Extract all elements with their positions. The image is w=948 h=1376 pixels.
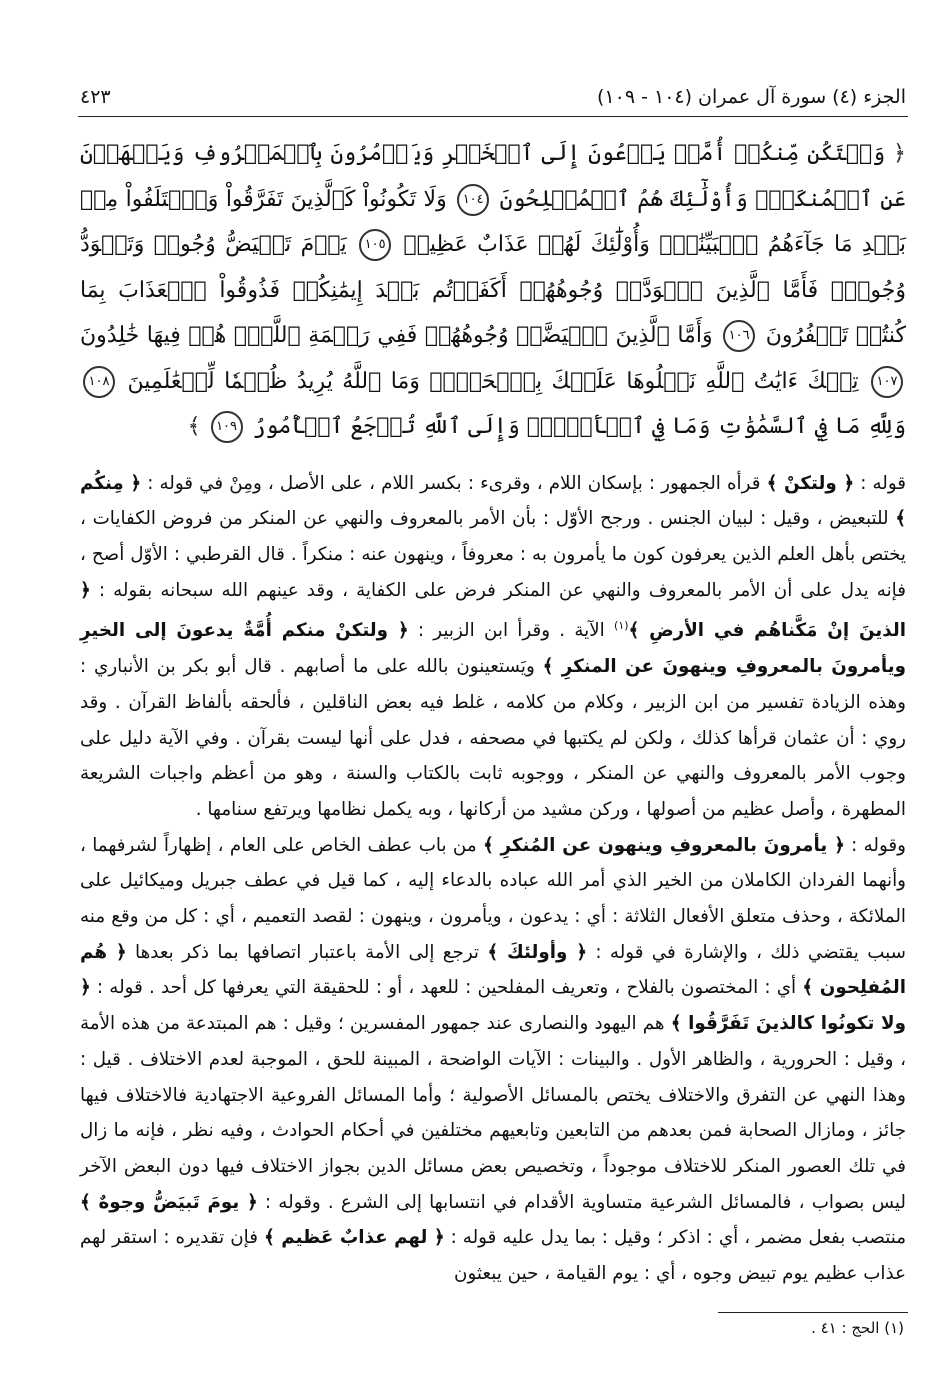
quoted-verse: ﴿ ولتكنْ ﴾ <box>766 472 855 494</box>
commentary-text: هم اليهود والنصارى عند جمهور المفسرين ؛ وقيل : هم المبتدعة من هذه الأمة ، وقيل : الحرورية ، والظاهر الأول . والبينات : الآيات الواضحة ، المبينة للحق ، الموجبة لعدم الاختلاف . قيل : وهذا النهي عن التفرق والاختلاف يختص بالمسائل الأصولية ؛ وأما المسائل الفروعية الاجتهادية فالاختلاف فيها جائز ، ومازال الصحابة فمن بعدهم من التابعين وتابعيهم مختلفين في أحكام الحوادث ، وفيه نظر ، فإنه ما زال في تلك العصور المنكر للاختلاف موجوداً ، وتخصيص بعض مسائل الدين بجواز الاختلاف فيها دون البعض الآخر ليس بصواب ، فالمسائل الشرعية متساوية الأقدام في انتسابها إلى الشرع . وقوله : <box>80 1013 906 1213</box>
verse-number-107: ١٠٧ <box>871 366 903 398</box>
verse-106: يَوۡمَ تَبۡيَضُّ وُجُوهٞ وَتَسۡوَدُّ وُجُوهٞۚ فَأَمَّا ٱلَّذِينَ ٱسۡوَدَّتۡ وُجُوهُهُمۡ أَكَفَرۡتُم بَعۡدَ إِيمَٰنِكُمۡ فَذُوقُواْ ٱلۡعَذَابَ بِمَا كُنتُمۡ تَكۡفُرُونَ <box>80 232 906 348</box>
commentary-text: ترجع إلى الأمة باعتبار اتصافها بما ذكر بعدها <box>135 941 479 963</box>
verse-number-108: ١٠٨ <box>83 366 115 398</box>
commentary-text: وقوله : <box>851 834 906 856</box>
commentary-text: أي : المختصون بالفلاح ، وتعريف المفلحين : للعهد ، أو : للحقيقة التي يعرفها كل أحد . قوله : <box>96 977 797 999</box>
quoted-verse: ﴿ ولا تكونُوا كالذينَ تَفَرَّقُوا ﴾ <box>80 977 907 1035</box>
verse-number-105: ١٠٥ <box>359 229 391 261</box>
commentary-paragraph <box>80 828 906 1292</box>
commentary-text: الآية . وقرأ ابن الزبير : <box>417 620 605 642</box>
commentary-text: ويَستعينون بالله على ما أصابهم . قال أبو بكر بن الأنباري : وهذه الزيادة تفسير من ابن الزبير ، وكلام من كلامه ، غلط فيه بعض الناقلين ، فألحقه بألفاظ القرآن . وقد روي : أن عثمان قرأها كذلك ، ولكن لم يكتبها في مصحفه ، فدل على أنها ليست بقرآن . وفي الآية دليل على وجوب الأمر بالمعروف والنهي عن المنكر ، ووجوبه ثابت بالكتاب والسنة ، وهو من أعظم واجبات الشريعة المطهرة ، وأصل عظيم من أصولها ، وركن مشيد من أركانها ، وبه يكمل نظامها ويرتفع سنامها . <box>80 656 906 820</box>
commentary-paragraph <box>80 466 906 828</box>
quoted-verse: ﴿ ولتكنْ منكم أُمَّةٌ يدعونَ إلى الخيرِ ويأمرونَ بالمعروفِ وينهونَ عن المنكرِ ﴾ <box>80 620 907 678</box>
verse-104: وَلۡتَكُن مِّنكُمۡ أُمَّةٞ يَدۡعُونَ إِلَى ٱلۡخَيۡرِ وَيَأۡمُرُونَ بِٱلۡمَعۡرُوفِ وَيَنۡهَوۡنَ عَنِ ٱلۡمُنكَرِۚ وَأُوْلَٰٓئِكَ هُمُ ٱلۡمُفۡلِحُونَ <box>80 141 906 212</box>
commentary-text: للتبعيض ، وقيل : لبيان الجنس . ورجح الأوّل : بأن الأمر بالمعروف والنهي عن المنكر من فروض الكفايات ، يختص بأهل العلم الذين يعرفون كون ما يأمرون به : معروفاً ، وينهون عنه : منكراً . قال القرطبي : الأوّل أصح ، فإنه يدل على أن الأمر بالمعروف والنهي عن المنكر فرض على الكفاية ، وقد عينهم الله سبحانه بقوله : <box>80 508 906 601</box>
footnote-divider <box>718 1312 908 1313</box>
verse-109: وَلِلَّهِ مَا فِي ٱلسَّمَٰوَٰتِ وَمَا فِي ٱلۡأَرۡضِۚ وَإِلَى ٱللَّهِ تُرۡجَعُ ٱلۡأُمُورُ <box>252 414 906 439</box>
footnote-reference: (١) <box>614 619 629 633</box>
header-divider <box>78 116 908 117</box>
page-header <box>78 86 908 116</box>
verse-number-104: ١٠٤ <box>457 184 489 216</box>
verse-108: تِلۡكَ ءَايَٰتُ ٱللَّهِ نَتۡلُوهَا عَلَيۡكَ بِٱلۡحَقِّۗ وَمَا ٱللَّهُ يُرِيدُ ظُلۡمٗا لِّلۡعَٰلَمِينَ <box>127 368 859 394</box>
commentary-text: من باب عطف الخاص على العام ، إظهاراً لشرفهما ، وأنهما الفردان الكاملان من الخير الذي أمر الله عباده بالدعاء إليه ، كما قيل في عطف جبريل وميكائيل على الملائكة ، وحذف متعلق الأفعال الثلاثة : أي : يدعون ، ويأمرون ، وينهون : لقصد التعميم ، أي : كل من وقع منه سبب يقتضي ذلك ، والإشارة في قوله : <box>80 834 906 963</box>
verse-ornament-open: ﴿ <box>893 141 906 166</box>
commentary-text: قرأه الجمهور : بإسكان اللام ، وقرىء : بكسر اللام ، على الأصل ، ومِنْ في قوله : <box>147 472 761 494</box>
verse-ornament-close: ﴾ <box>187 414 201 439</box>
quoted-verse: ﴿ مِنكُم ﴾ <box>80 472 906 530</box>
commentary-text: فإن تقديره : استقر لهم عذاب عظيم يوم تبيض وجوه ، أي : يوم القيامة ، حين يبعثون <box>80 1227 906 1285</box>
verse-105: وَلَا تَكُونُواْ كَٱلَّذِينَ تَفَرَّقُواْ وَٱخۡتَلَفُواْ مِنۢ بَعۡدِ مَا جَآءَهُمُ ٱلۡبَيِّنَٰتُۚ وَأُوْلَٰٓئِكَ لَهُمۡ عَذَابٌ عَظِيمٞ <box>80 186 906 257</box>
tafsir-commentary <box>78 466 908 1292</box>
verse-number-109: ١٠٩ <box>211 411 243 443</box>
verse-number-106: ١٠٦ <box>723 320 755 352</box>
commentary-text: منتصب بفعل مضمر ، أي : اذكر ؛ وقيل : بما يدل عليه قوله : <box>450 1227 907 1249</box>
book-page <box>78 86 908 1376</box>
quoted-verse: ﴿ الذينَ إنْ مَكَّناهُم في الأرضِ ﴾ <box>80 579 906 642</box>
page-number: ٤٢٣ <box>80 86 111 108</box>
verse-107: وَأَمَّا ٱلَّذِينَ ٱبۡيَضَّتۡ وُجُوهُهُمۡ فَفِي رَحۡمَةِ ٱللَّهِۖ هُمۡ فِيهَا خَٰلِدُونَ <box>80 323 713 348</box>
running-title: الجزء (٤) سورة آل عمران (١٠٤ - ١٠٩) <box>597 86 906 108</box>
commentary-text: قوله : <box>860 472 907 494</box>
quran-verses-block <box>78 131 908 450</box>
footnote: (١) الحج : ٤١ . <box>811 1318 904 1337</box>
quoted-verse: ﴿ لهم عذابٌ عَظيم ﴾ <box>263 1227 445 1249</box>
quoted-verse: ﴿ يومَ تَبيَضُّ وجوهٌ ﴾ <box>80 1191 258 1213</box>
quoted-verse: ﴿ وأولئكَ ﴾ <box>487 941 587 963</box>
quoted-verse: ﴿ يأمرونَ بالمعروفِ وينهون عن المُنكرِ ﴾ <box>482 834 845 856</box>
quoted-verse: ﴿ هُم المُفلِحون ﴾ <box>80 941 907 999</box>
